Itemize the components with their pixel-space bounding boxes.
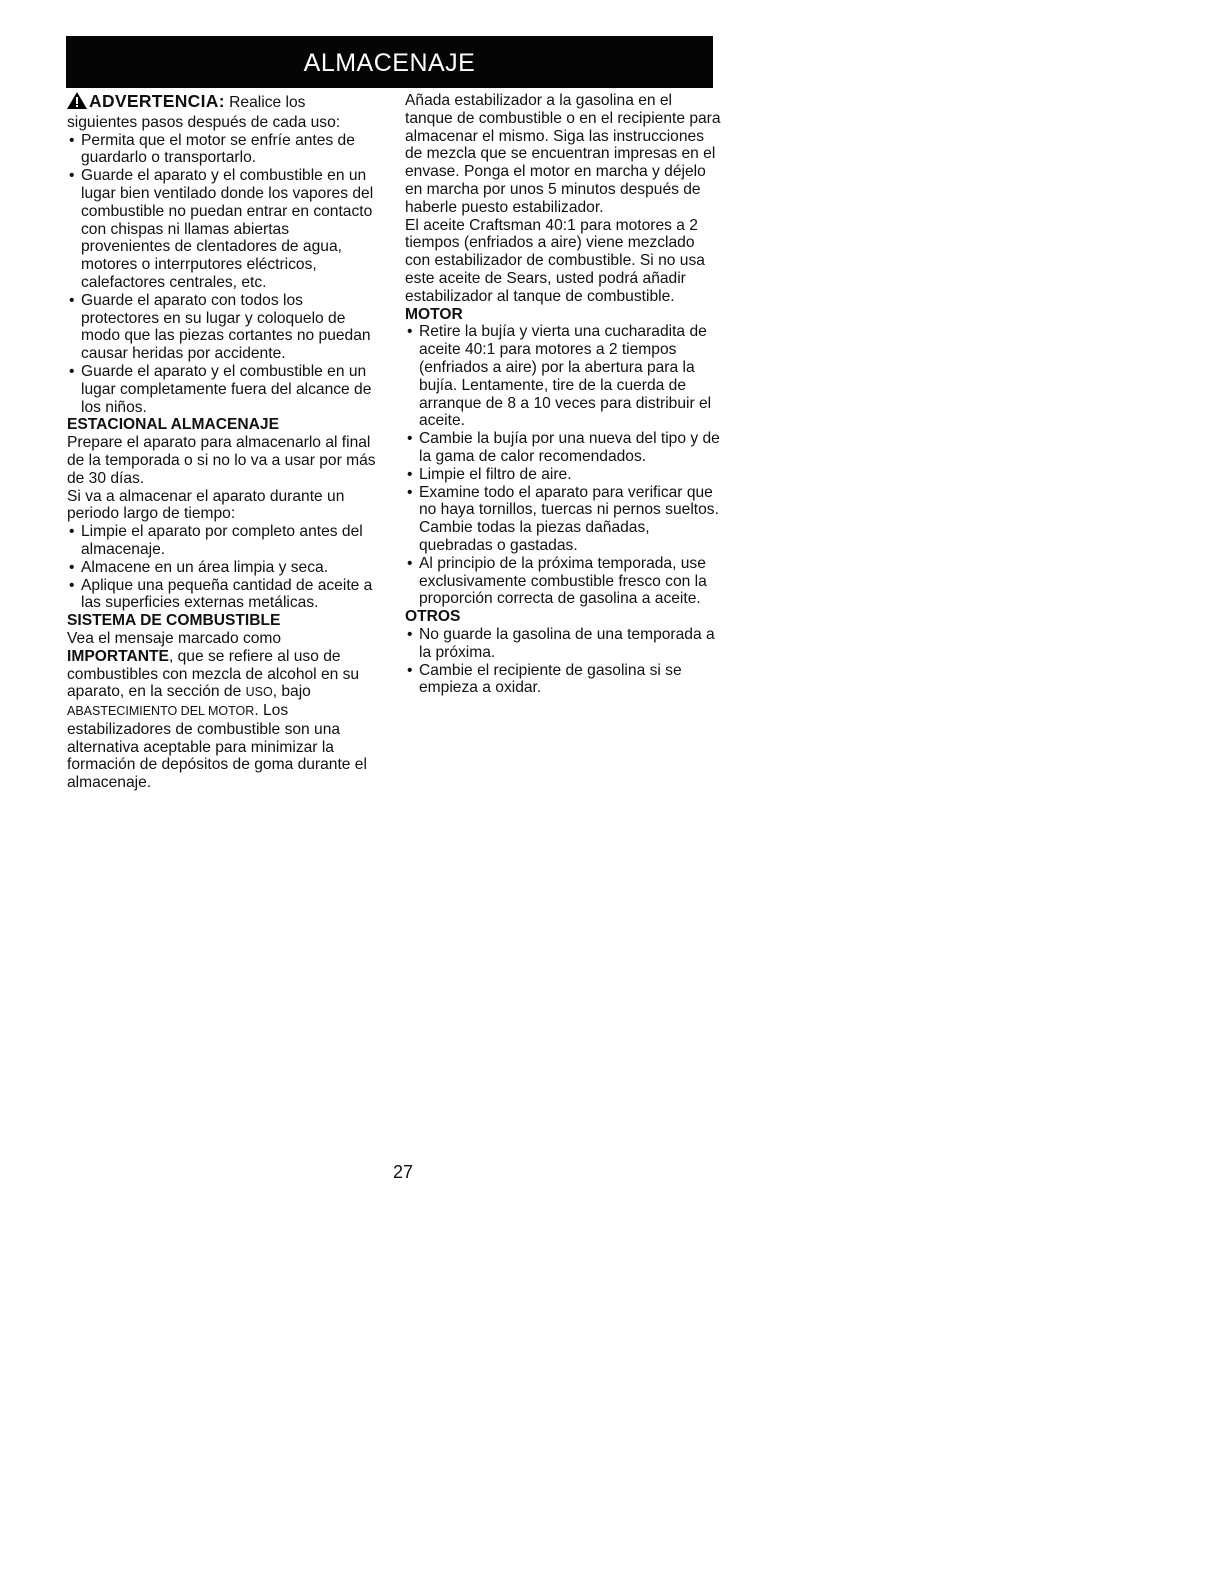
list-item: • Al principio de la próxima temporada, use exclusivamente combustible fresco con la proporción correcta de gasolina a aceite.	[405, 555, 723, 608]
warning-list	[67, 132, 379, 417]
section-title: ALMACENAJE	[303, 49, 476, 77]
list-item: • Guarde el aparato con todos los protectores en su lugar y coloquelo de modo que las piezas cortantes no puedan causar heridas por accidente.	[67, 292, 379, 363]
list-item: • Examine todo el aparato para verificar que no haya tornillos, tuercas ni pernos sueltos. Cambie todas la piezas dañadas, quebradas o gastadas.	[405, 484, 723, 555]
page-number: 27	[393, 1162, 414, 1182]
fuel-text: , que se refiere al uso de combustibles con mezcla de alcohol en su aparato, en la sección de	[67, 647, 360, 701]
list-item: • Aplique una pequeña cantidad de aceite a las superficies externas metálicas.	[67, 577, 379, 613]
seasonal-list	[67, 523, 379, 612]
section-banner	[66, 36, 713, 88]
list-item: • Cambie el recipiente de gasolina si se empieza a oxidar.	[405, 662, 723, 698]
seasonal-paragraph: Si va a almacenar el aparato durante un periodo largo de tiempo:	[67, 487, 345, 523]
seasonal-paragraph: Prepare el aparato para almacenarlo al final de la temporada o si no lo va a usar por más de 30 días.	[67, 434, 376, 487]
otros-heading: OTROS	[405, 608, 461, 626]
fuel-system-paragraph	[67, 630, 379, 792]
oil-paragraph: El aceite Craftsman 40:1 para motores a 2 tiempos (enfriados a aire) viene mezclado con estabilizador de combustible. Si no usa este aceite de Sears, usted podrá añadir estabilizador al tanque de combustible.	[405, 216, 705, 305]
list-item: • Guarde el aparato y el combustible en un lugar bien ventilado donde los vapores del combustible no puedan entrar en contacto con chispas ni llamas abiertas provenientes de clentadores de agua, motores o interrputores eléctricos, calefactores centrales, etc.	[67, 167, 379, 292]
list-item: • Limpie el aparato por completo antes del almacenaje.	[67, 523, 379, 559]
seasonal-heading: ESTACIONAL ALMACENAJE	[67, 416, 279, 434]
warning-triangle-icon	[67, 92, 87, 114]
motor-list	[405, 323, 723, 608]
otros-list	[405, 626, 723, 697]
warning-lead: Realice los siguientes pasos después de cada uso:	[67, 94, 341, 131]
list-item: • Retire la bujía y vierta una cucharadita de aceite 40:1 para motores a 2 tiempos (enfriados a aire) por la abertura para la bujía. Lentamente, tire de la cuerda de arranque de 8 a 10 veces para distribuir el aceite.	[405, 323, 723, 430]
list-item: • Cambie la bujía por una nueva del tipo y de la gama de calor recomendados.	[405, 430, 723, 466]
stabilizer-paragraph: Añada estabilizador a la gasolina en el tanque de combustible o en el recipiente para almacenar el mismo. Siga las instrucciones de mezcla que se encuentran impresas en el envase. Ponga el motor en marcha y déjelo en marcha por unos 5 minutos después de haberle puesto estabilizador.	[405, 92, 721, 216]
section-reference: ABASTECIMIENTO DEL MOTOR	[67, 704, 255, 719]
warning-paragraph	[67, 92, 379, 132]
motor-heading: MOTOR	[405, 305, 463, 323]
fuel-text: Vea el mensaje marcado como	[67, 629, 282, 647]
important-label: IMPORTANTE	[67, 647, 169, 665]
fuel-system-heading: SISTEMA DE COMBUSTIBLE	[67, 612, 281, 630]
warning-label: ADVERTENCIA:	[89, 91, 225, 111]
fuel-text: . Los estabilizadores de combustible son una alternativa aceptable para minimizar la formación de depósitos de goma durante el almacenaje.	[67, 702, 367, 792]
list-item: • No guarde la gasolina de una temporada a la próxima.	[405, 626, 723, 662]
uso-label: USO	[245, 685, 273, 700]
list-item: • Limpie el filtro de aire.	[405, 466, 723, 484]
list-item: • Permita que el motor se enfríe antes de guardarlo o transportarlo.	[67, 132, 379, 168]
right-column	[405, 92, 723, 697]
list-item: • Almacene en un área limpia y seca.	[67, 559, 379, 577]
list-item: • Guarde el aparato y el combustible en un lugar completamente fuera del alcance de los niños.	[67, 363, 379, 416]
fuel-text: , bajo	[272, 683, 311, 701]
left-column	[67, 92, 379, 792]
